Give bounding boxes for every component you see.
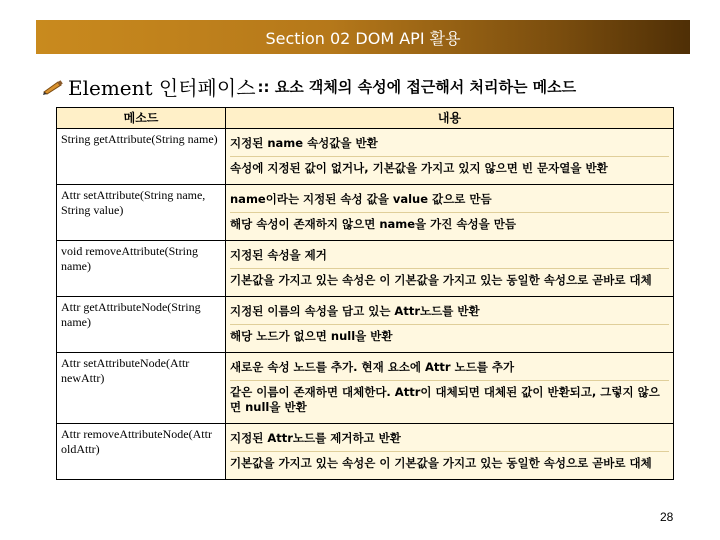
table-row (57, 424, 674, 480)
description-line: 지정된 이름의 속성을 담고 있는 Attr노드를 반환 (230, 304, 480, 318)
heading-main: Element 인터페이스 (68, 76, 256, 100)
page-number: 28 (660, 510, 674, 524)
description-line: 해당 속성이 존재하지 않으면 name을 가진 속성을 만듬 (230, 212, 669, 237)
method-description (226, 185, 674, 241)
section-title: Section 02 DOM API 활용 (265, 28, 461, 48)
method-description (226, 129, 674, 185)
description-line: 해당 노드가 없으면 null을 반환 (230, 324, 669, 349)
slide-heading (42, 72, 712, 101)
method-signature: Attr removeAttributeNode(Attr oldAttr) (57, 424, 226, 480)
table-row (57, 129, 674, 185)
description-line: 지정된 속성을 제거 (230, 248, 327, 262)
description-line: 지정된 name 속성값을 반환 (230, 136, 378, 150)
table-row (57, 241, 674, 297)
table-row (57, 185, 674, 241)
method-signature: void removeAttribute(String name) (57, 241, 226, 297)
heading-sub: :: 요소 객체의 속성에 접근해서 처리하는 메소드 (257, 78, 577, 96)
description-line: 같은 이름이 존재하면 대체한다. Attr이 대체되면 대체된 값이 반환되고, 그렇지 않으면 null을 반환 (230, 380, 669, 420)
description-line: name이라는 지정된 속성 값을 value 값으로 만듬 (230, 192, 492, 206)
method-description (226, 241, 674, 297)
description-line: 속성에 지정된 값이 없거나, 기본값을 가지고 있지 않으면 빈 문자열을 반환 (230, 156, 669, 181)
column-header-description: 내용 (226, 108, 674, 129)
method-signature: Attr setAttributeNode(Attr newAttr) (57, 353, 226, 424)
method-description (226, 353, 674, 424)
method-table (56, 107, 674, 480)
table-header-row (57, 108, 674, 129)
method-signature: Attr getAttributeNode(String name) (57, 297, 226, 353)
description-line: 새로운 속성 노드를 추가. 현재 요소에 Attr 노드를 추가 (230, 360, 515, 374)
method-signature: Attr setAttribute(String name, String value) (57, 185, 226, 241)
pencil-bullet-icon (42, 79, 64, 95)
description-line: 기본값을 가지고 있는 속성은 이 기본값을 가지고 있는 동일한 속성으로 곧바로 대체 (230, 451, 669, 476)
column-header-method: 메소드 (57, 108, 226, 129)
description-line: 지정된 Attr노드를 제거하고 반환 (230, 431, 401, 445)
method-signature: String getAttribute(String name) (57, 129, 226, 185)
section-banner (36, 20, 690, 54)
method-description (226, 297, 674, 353)
method-description (226, 424, 674, 480)
table-row (57, 297, 674, 353)
table-row (57, 353, 674, 424)
description-line: 기본값을 가지고 있는 속성은 이 기본값을 가지고 있는 동일한 속성으로 곧바로 대체 (230, 268, 669, 293)
